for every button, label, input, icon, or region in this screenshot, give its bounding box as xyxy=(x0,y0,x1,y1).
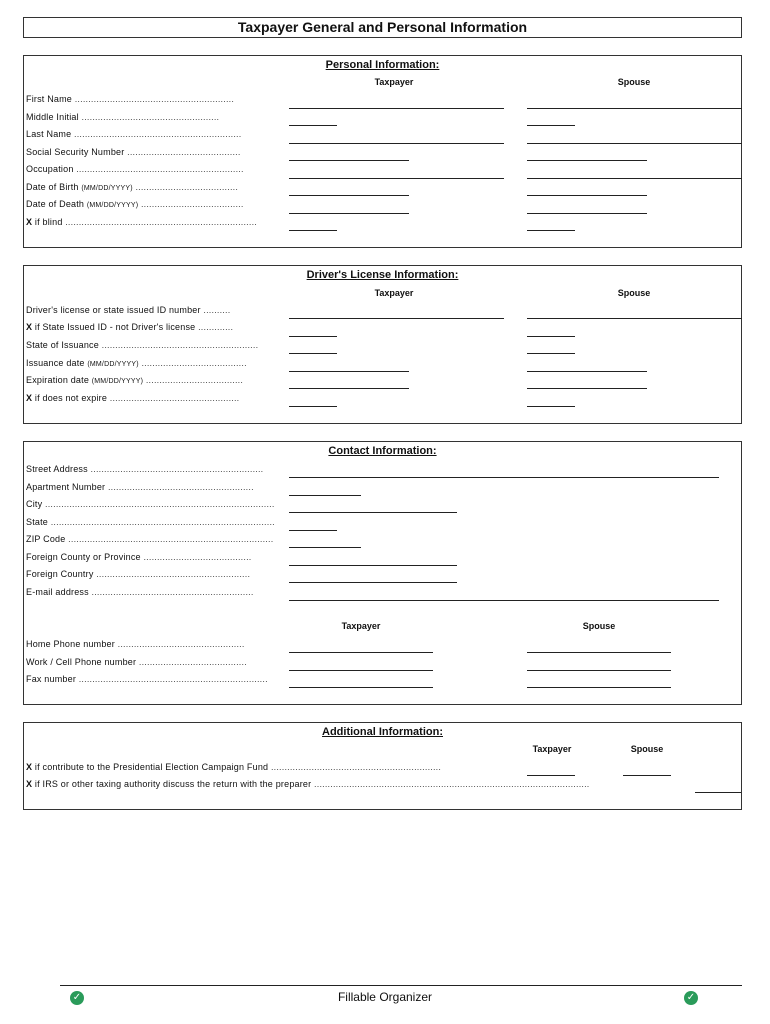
spouse-column-header: Spouse xyxy=(617,288,651,298)
zip-code-label: ZIP Code ............................................................................ xyxy=(26,534,274,544)
foreign-country-field[interactable] xyxy=(289,582,457,583)
taxpayer-issuance-date-field[interactable] xyxy=(289,371,409,372)
taxpayer-column-header: Taxpayer xyxy=(532,744,572,754)
apartment-number-label: Apartment Number ...................................................... xyxy=(26,482,254,492)
taxpayer-column-header: Taxpayer xyxy=(374,77,414,87)
taxpayer-middle-initial-field[interactable] xyxy=(289,125,337,126)
spouse-column-header: Spouse xyxy=(617,77,651,87)
spouse-issuance-date-field[interactable] xyxy=(527,371,647,372)
spouse-expiration-date-field[interactable] xyxy=(527,388,647,389)
taxpayer-first-name-field[interactable] xyxy=(289,108,504,109)
spouse-ssn-field[interactable] xyxy=(527,160,647,161)
taxpayer-state-id-field[interactable] xyxy=(289,336,337,337)
drivers-license-section xyxy=(23,265,742,424)
taxpayer-blind-field[interactable] xyxy=(289,230,337,231)
spouse-first-name-field[interactable] xyxy=(527,108,742,109)
additional-info-heading: Additional Information: xyxy=(322,726,443,738)
taxpayer-state-of-issuance-field[interactable] xyxy=(289,353,337,354)
fax-number-label: Fax number ...................................................................... xyxy=(26,674,268,684)
spouse-middle-initial-field[interactable] xyxy=(527,125,575,126)
state-label: State ................................................................................... xyxy=(26,517,275,527)
taxpayer-campaign-fund-field[interactable] xyxy=(527,775,575,776)
home-phone-label: Home Phone number ............................................... xyxy=(26,639,245,649)
taxpayer-occupation-field[interactable] xyxy=(289,178,504,179)
spouse-blind-field[interactable] xyxy=(527,230,575,231)
taxpayer-fax-field[interactable] xyxy=(289,687,433,688)
foreign-province-label: Foreign County or Province ........................................ xyxy=(26,552,252,562)
city-field[interactable] xyxy=(289,512,457,513)
check-circle-icon: ✓ xyxy=(70,991,84,1005)
spouse-state-id-field[interactable] xyxy=(527,336,575,337)
personal-info-section xyxy=(23,55,742,248)
city-label: City ..................................................................................... xyxy=(26,499,275,509)
foreign-country-label: Foreign Country ......................................................... xyxy=(26,569,251,579)
dod-label: Date of Death (MM/DD/YYYY) ...................................... xyxy=(26,199,244,209)
check-circle-icon: ✓ xyxy=(684,991,698,1005)
dob-label: Date of Birth (MM/DD/YYYY) ...................................... xyxy=(26,182,239,192)
taxpayer-dob-field[interactable] xyxy=(289,195,409,196)
contact-info-heading: Contact Information: xyxy=(328,445,437,457)
taxpayer-expiration-date-field[interactable] xyxy=(289,388,409,389)
state-id-label: X if State Issued ID - not Driver's license ............. xyxy=(26,322,234,332)
occupation-label: Occupation .............................................................. xyxy=(26,164,244,174)
spouse-dod-field[interactable] xyxy=(527,213,647,214)
spouse-work-phone-field[interactable] xyxy=(527,670,671,671)
taxpayer-column-header: Taxpayer xyxy=(374,288,414,298)
spouse-campaign-fund-field[interactable] xyxy=(623,775,671,776)
spouse-no-expire-field[interactable] xyxy=(527,406,575,407)
taxpayer-no-expire-field[interactable] xyxy=(289,406,337,407)
spouse-fax-field[interactable] xyxy=(527,687,671,688)
zip-code-field[interactable] xyxy=(289,547,361,548)
work-phone-label: Work / Cell Phone number ........................................ xyxy=(26,657,247,667)
footer-text: Fillable Organizer xyxy=(337,990,433,1004)
taxpayer-home-phone-field[interactable] xyxy=(289,652,433,653)
blind-label: X if blind ....................................................................... xyxy=(26,217,257,227)
taxpayer-work-phone-field[interactable] xyxy=(289,670,433,671)
last-name-label: Last Name .............................................................. xyxy=(26,129,242,139)
irs-discuss-field[interactable] xyxy=(695,792,741,793)
drivers-license-heading: Driver's License Information: xyxy=(306,269,459,281)
spouse-column-header: Spouse xyxy=(630,744,664,754)
email-field[interactable] xyxy=(289,600,719,601)
spouse-occupation-field[interactable] xyxy=(527,178,742,179)
personal-info-heading: Personal Information: xyxy=(325,59,440,71)
taxpayer-dod-field[interactable] xyxy=(289,213,409,214)
state-field[interactable] xyxy=(289,530,337,531)
taxpayer-last-name-field[interactable] xyxy=(289,143,504,144)
spouse-last-name-field[interactable] xyxy=(527,143,742,144)
issuance-date-label: Issuance date (MM/DD/YYYY) ....................................... xyxy=(26,358,247,368)
no-expire-label: X if does not expire ................................................ xyxy=(26,393,240,403)
first-name-label: First Name ........................................................... xyxy=(26,94,235,104)
spouse-state-of-issuance-field[interactable] xyxy=(527,353,575,354)
street-address-label: Street Address ................................................................ xyxy=(26,464,264,474)
irs-discuss-label: X if IRS or other taxing authority discuss the return with the preparer ...................................................................................................... xyxy=(26,779,590,789)
middle-initial-label: Middle Initial ................................................... xyxy=(26,112,220,122)
ssn-label: Social Security Number .......................................... xyxy=(26,147,241,157)
expiration-date-label: Expiration date (MM/DD/YYYY) .................................... xyxy=(26,375,244,385)
footer-divider xyxy=(60,985,742,986)
spouse-column-header: Spouse xyxy=(582,621,616,631)
contact-info-section xyxy=(23,441,742,705)
spouse-home-phone-field[interactable] xyxy=(527,652,671,653)
page-title: Taxpayer General and Personal Information xyxy=(23,17,742,38)
spouse-dob-field[interactable] xyxy=(527,195,647,196)
campaign-fund-label: X if contribute to the Presidential Election Campaign Fund ............................................................... xyxy=(26,762,442,772)
apartment-number-field[interactable] xyxy=(289,495,361,496)
spouse-license-number-field[interactable] xyxy=(527,318,742,319)
license-number-label: Driver's license or state issued ID number .......... xyxy=(26,305,231,315)
street-address-field[interactable] xyxy=(289,477,719,478)
additional-info-section xyxy=(23,722,742,810)
email-label: E-mail address ............................................................ xyxy=(26,587,254,597)
taxpayer-column-header: Taxpayer xyxy=(341,621,381,631)
taxpayer-ssn-field[interactable] xyxy=(289,160,409,161)
foreign-province-field[interactable] xyxy=(289,565,457,566)
taxpayer-license-number-field[interactable] xyxy=(289,318,504,319)
state-of-issuance-label: State of Issuance .......................................................... xyxy=(26,340,259,350)
